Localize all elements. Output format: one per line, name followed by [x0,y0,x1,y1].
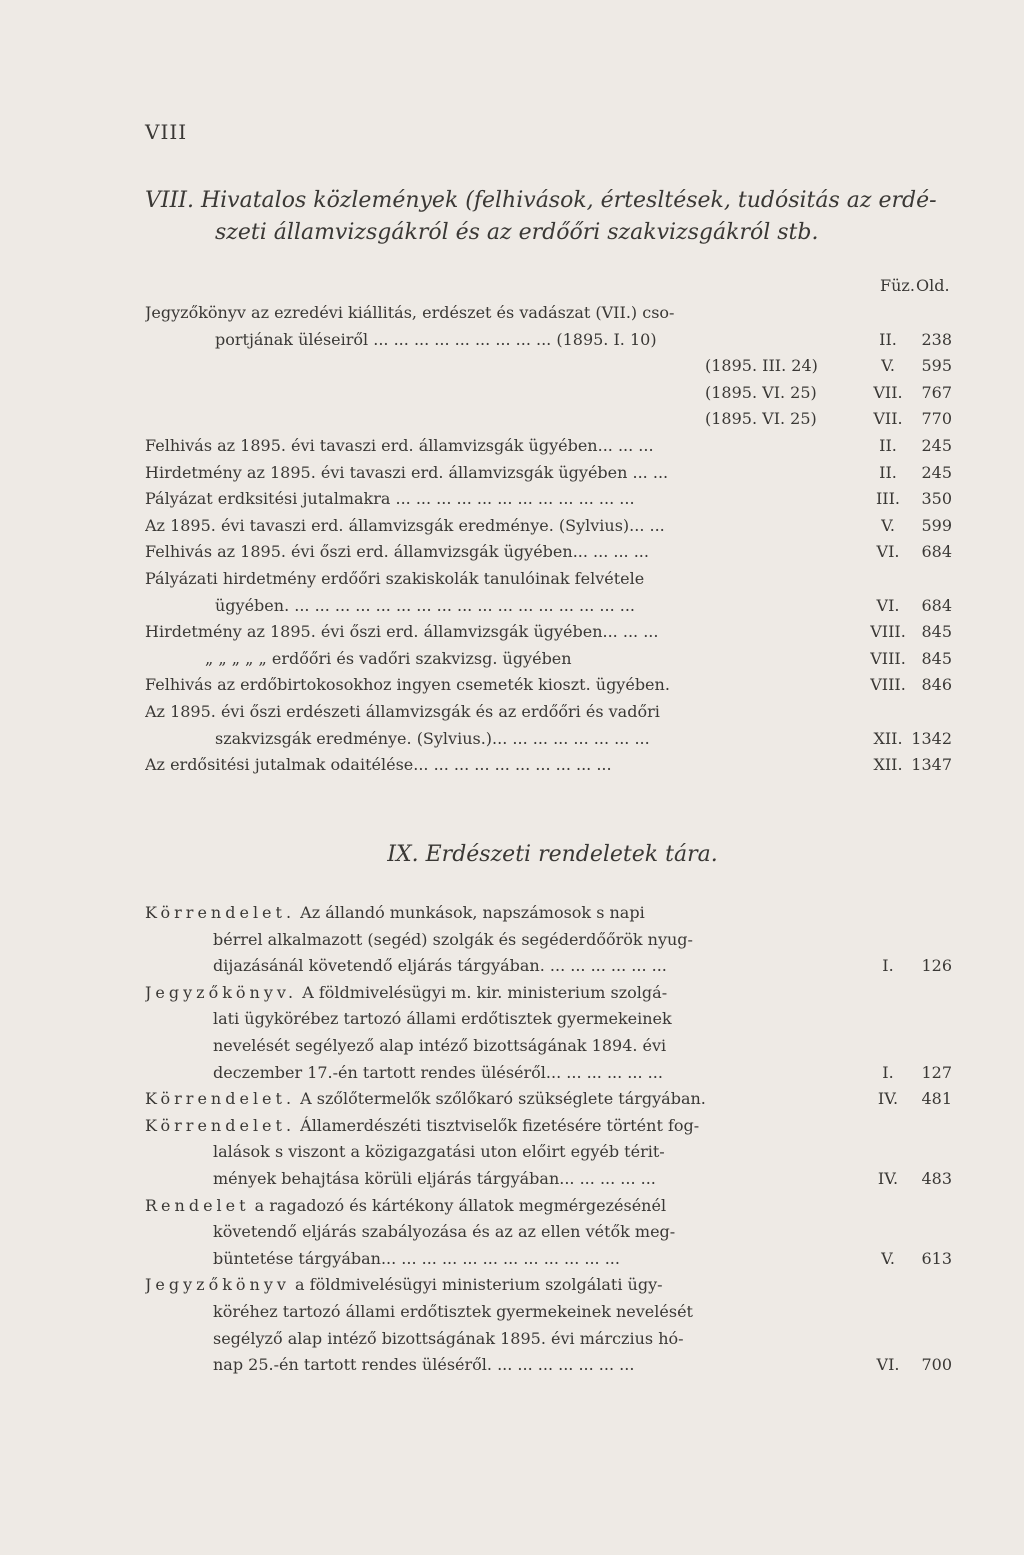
ix-entry-page: 700 [921,1355,952,1375]
ix-entry-volume: IV. [877,1089,899,1109]
ix-entry-text [213,1246,620,1272]
ix-entry-page: 127 [921,1062,952,1082]
ix-entry-lead: Jegyzőkönyv. [145,982,298,1002]
ix-entry-body: Államerdészéti tisztviselők fizetésére történt fog- [295,1115,700,1135]
ix-entry-row [0,953,1024,980]
viii-entry-volume: III. [875,489,901,509]
viii-entry-body: (1895. VI. 25) [705,409,817,429]
column-header-fuz: Füz. [880,276,915,295]
viii-entry-text [145,699,660,725]
ix-entry-body: követendő eljárás szabályozása és az az ellen vétők meg- [213,1222,676,1242]
viii-entry-body: portjának üléseiről ... ... ... ... ... ... ... ... ... (1895. I. 10) [215,329,657,349]
viii-entry-page: 245 [921,462,952,482]
ix-entry-volume: I. [882,1062,894,1082]
viii-entry-volume: VI. [876,595,900,615]
viii-entry-volume: VII. [873,382,903,402]
viii-entry-text [705,406,817,432]
viii-entry-row [0,619,1024,646]
viii-entry-row [0,486,1024,513]
ix-entry-row [0,1299,1024,1326]
ix-entry-text [145,900,645,926]
viii-entry-body: Jegyzőkönyv az ezredévi kiállitás, erdészet és vadászat (VII.) cso- [145,303,675,322]
viii-entry-row [0,672,1024,699]
viii-entry-text [205,646,572,672]
viii-entry-row [0,327,1024,354]
ix-entry-body: nap 25.-én tartott rendes üléséről. ... ... ... ... ... ... ... [213,1355,635,1375]
viii-entry-volume: VIII. [870,622,906,642]
viii-entry-body: (1895. VI. 25) [705,382,817,402]
section-viii-title [145,185,960,249]
viii-entry-text [145,566,644,592]
ix-entry-lead: Körrendelet. [145,903,296,922]
viii-entry-text [215,726,650,752]
viii-entry-page: 684 [921,542,952,562]
viii-entry-volume: VIII. [870,675,906,695]
ix-entry-row [0,1139,1024,1166]
viii-entry-row [0,726,1024,753]
viii-entry-volume: VI. [876,542,900,562]
viii-entry-body: Pályázati hirdetmény erdőőri szakiskolák tanulóinak felvétele [145,569,645,588]
viii-entry-row [0,406,1024,433]
section-viii-title-line1: VIII. Hivatalos közlemények (felhivások, értesltések, tudósitás az erdé- [145,188,937,213]
viii-entry-body: Az 1895. évi őszi erdészeti államvizsgák és az erdőőri és vadőri [145,702,660,721]
viii-entry-text [145,672,670,698]
viii-entry-text [145,752,612,778]
viii-entry-row [0,646,1024,673]
ix-entry-row [0,1060,1024,1087]
ix-entry-text [145,1272,663,1298]
viii-entry-volume: XII. [873,728,903,748]
ix-entry-body: büntetése tárgyában... ... ... ... ... ... ... ... ... ... ... ... [213,1248,620,1268]
viii-entry-row [0,539,1024,566]
viii-entry-volume: XII. [873,755,903,775]
viii-entry-row [0,460,1024,487]
viii-entry-row [0,593,1024,620]
viii-entry-page: 846 [921,675,952,695]
viii-entry-text [705,353,818,379]
viii-entry-volume: II. [879,436,897,455]
ix-entry-row [0,1272,1024,1299]
viii-entry-row [0,433,1024,460]
ix-entry-body: dijazásánál követendő eljárás tárgyában. ... ... ... ... ... ... [213,956,667,976]
ix-entry-row [0,1219,1024,1246]
ix-entry-page: 126 [921,956,952,976]
ix-entry-volume: VI. [876,1355,900,1375]
viii-entry-text [705,380,817,406]
viii-entry-text [145,300,674,326]
viii-entry-text [215,593,635,619]
ix-entry-text [213,1166,656,1192]
ix-entry-lead: Körrendelet. [145,1115,296,1135]
ix-entry-body: Az állandó munkások, napszámosok s napi [295,903,645,922]
viii-entry-page: 238 [921,329,952,349]
viii-entry-page: 770 [921,409,952,429]
viii-entry-page: 599 [921,515,952,535]
ix-entry-body: bérrel alkalmazott (segéd) szolgák és segéderdőőrök nyug- [213,929,693,949]
viii-entry-body: Az 1895. évi tavaszi erd. államvizsgák eredménye. (Sylvius)... ... [145,515,665,535]
ix-entry-body: mények behajtása körüli eljárás tárgyában... ... ... ... ... [213,1169,656,1188]
ix-entry-body: lalások s viszont a közigazgatási uton előirt egyéb térit- [213,1142,665,1162]
page-number: VIII [145,120,188,144]
ix-entry-body: A szőlőtermelők szőlőkaró szükséglete tárgyában. [295,1089,706,1109]
viii-entry-body: Pályázat erdksitési jutalmakra ... ... ... ... ... ... ... ... ... ... ... ... [145,489,635,509]
ix-entry-text [145,1193,666,1219]
ix-entry-volume: V. [881,1248,895,1268]
viii-entry-page: 767 [921,382,952,402]
ix-entry-text [213,1299,693,1325]
viii-entry-text [145,539,649,565]
ix-entry-text [213,1139,665,1165]
ix-entry-text [213,1352,634,1378]
ix-entry-text [145,980,667,1006]
viii-entry-row [0,353,1024,380]
ix-entry-body: segélyző alap intéző bizottságának 1895. évi márczius hó- [213,1328,684,1348]
ix-entry-text [145,1086,706,1112]
viii-entry-volume: II. [879,462,897,482]
ix-entry-body: köréhez tartozó állami erdőtisztek gyermekeinek nevelését [213,1302,693,1321]
viii-entry-page: 595 [921,356,952,376]
ix-entry-row [0,1193,1024,1220]
ix-entry-volume: IV. [877,1169,899,1188]
viii-entry-page: 845 [921,622,952,642]
viii-entry-row [0,752,1024,779]
viii-entry-page: 350 [921,489,952,509]
viii-entry-body: Felhivás az 1895. évi tavaszi erd. államvizsgák ügyében... ... ... [145,436,654,455]
viii-entry-page: 1342 [911,728,952,748]
viii-entry-text [145,433,654,459]
viii-entry-page: 245 [921,436,952,455]
viii-entry-page: 684 [921,595,952,615]
viii-entry-body: ügyében. ... ... ... ... ... ... ... ... ... ... ... ... ... ... ... ... ... [215,595,635,615]
ix-entry-row [0,1166,1024,1193]
ix-entry-body: deczember 17.-én tartott rendes üléséről... ... ... ... ... ... [213,1062,663,1082]
viii-entry-body: Hirdetmény az 1895. évi őszi erd. államvizsgák ügyében... ... ... [145,622,659,642]
viii-entry-volume: II. [879,329,897,349]
ix-entry-row [0,927,1024,954]
viii-entry-body: Az erdősitési jutalmak odaitélése... ... ... ... ... ... ... ... ... ... [145,755,612,775]
ix-entry-row [0,1326,1024,1353]
ix-entry-text [213,1006,672,1032]
ix-entry-row [0,1352,1024,1379]
viii-entry-volume: VIII. [870,648,906,668]
ix-entry-row [0,1006,1024,1033]
ix-entry-row [0,1033,1024,1060]
ix-entry-page: 483 [921,1169,952,1188]
ix-entry-body: a földmivelésügyi ministerium szolgálati ügy- [289,1275,663,1295]
viii-entry-body: (1895. III. 24) [705,356,818,376]
ix-entry-text [213,1326,684,1352]
viii-entry-page: 1347 [911,755,952,775]
ix-entry-text [213,1060,663,1086]
ix-entry-lead: Jegyzőkönyv [145,1275,290,1295]
ix-entry-page: 613 [921,1248,952,1268]
ix-entry-page: 481 [921,1089,952,1109]
viii-entry-page: 845 [921,648,952,668]
ix-entry-text [213,927,693,953]
viii-entry-body: „ „ „ „ „ erdőőri és vadőri szakvizsg. ügyében [205,648,572,668]
viii-entry-text [145,486,635,512]
section-ix-title: IX. Erdészeti rendeletek tára. [387,842,718,867]
viii-entry-body: Felhivás az erdőbirtokosokhoz ingyen csemeték kioszt. ügyében. [145,675,670,695]
ix-entry-volume: I. [882,956,894,976]
viii-entry-row [0,699,1024,726]
viii-entry-row [0,566,1024,593]
viii-entry-row [0,300,1024,327]
ix-entry-lead: Körrendelet. [145,1089,296,1109]
viii-entry-volume: V. [881,515,895,535]
viii-entry-text [215,327,657,353]
ix-entry-body: nevelését segélyező alap intéző bizottságának 1894. évi [213,1036,667,1055]
ix-entry-row [0,1113,1024,1140]
ix-entry-lead: Rendelet [145,1195,250,1215]
ix-entry-text [213,953,667,979]
ix-entry-text [213,1219,675,1245]
viii-entry-row [0,513,1024,540]
ix-entry-row [0,980,1024,1007]
viii-entry-text [145,460,668,486]
ix-entry-text [213,1033,666,1059]
viii-entry-body: Hirdetmény az 1895. évi tavaszi erd. államvizsgák ügyében ... ... [145,462,669,482]
ix-entry-row [0,1086,1024,1113]
column-header-old: Old. [916,276,950,295]
ix-entry-row [0,900,1024,927]
viii-entry-volume: V. [881,356,895,376]
viii-entry-body: szakvizsgák eredménye. (Sylvius.)... ... ... ... ... ... ... ... [215,728,650,748]
viii-entry-text [145,513,665,539]
viii-entry-text [145,619,658,645]
section-viii-title-line2: szeti államvizsgákról és az erdőőri szakvizsgákról stb. [215,220,819,245]
ix-entry-row [0,1246,1024,1273]
ix-entry-body: lati ügykörébez tartozó állami erdőtisztek gyermekeinek [213,1009,672,1029]
viii-entry-volume: VII. [873,409,903,429]
ix-entry-body: A földmivelésügyi m. kir. ministerium szolgá- [297,982,668,1002]
ix-entry-body: a ragadozó és kártékony állatok megmérgezésénél [249,1195,667,1215]
viii-entry-row [0,380,1024,407]
viii-entry-body: Felhivás az 1895. évi őszi erd. államvizsgák ügyében... ... ... ... [145,542,649,562]
ix-entry-text [145,1113,699,1139]
